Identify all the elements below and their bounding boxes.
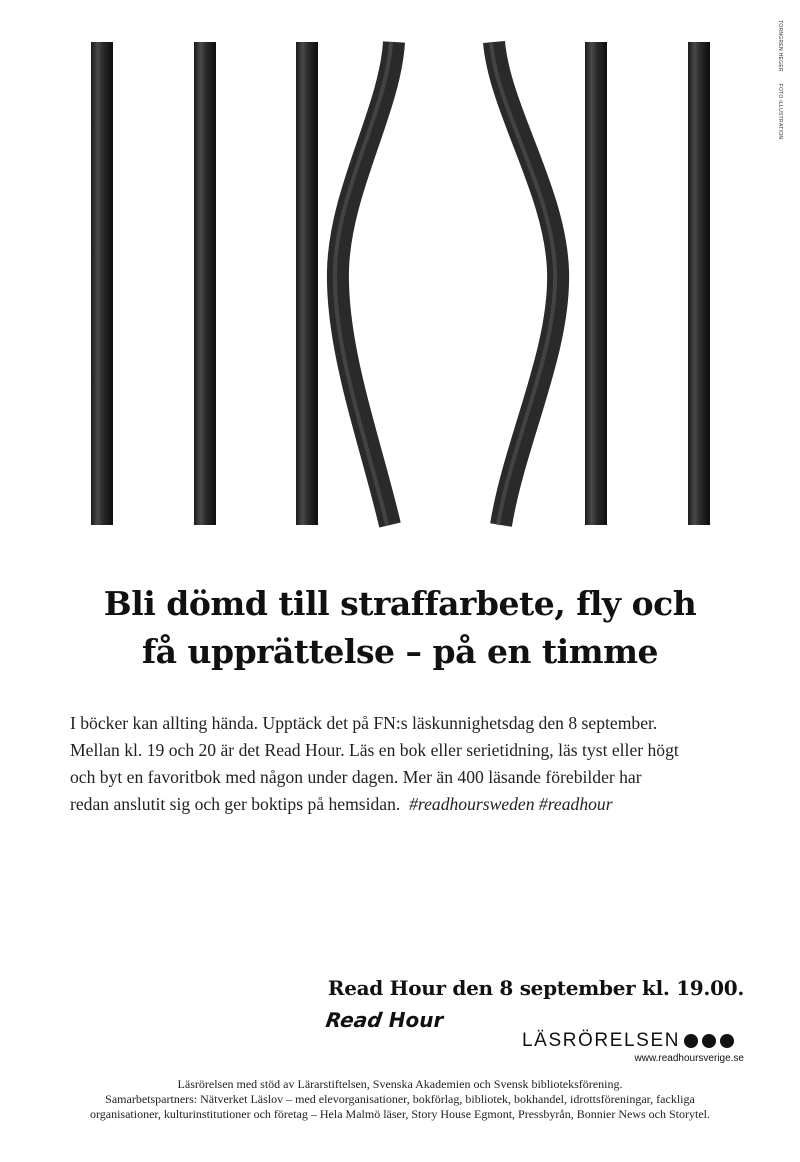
- body-line-3: och byt en favoritbok med någon under dagen. Mer än 400 läsande förebilder har: [70, 767, 642, 787]
- credit-photo: FOTO ILLUSTRATION: [777, 83, 783, 140]
- bar-2: [194, 42, 216, 525]
- bar-1: [91, 42, 113, 525]
- website-url[interactable]: www.readhoursverige.se: [634, 1053, 744, 1064]
- logo-dot-2: [702, 1034, 716, 1048]
- logo-dot-1: [684, 1034, 698, 1048]
- footer-line-2: Samarbetspartners: Nätverket Läslov – med elevorganisationer, bokförlag, bibliotek, bokhandel, idrottsföreningar, fackliga: [105, 1092, 695, 1106]
- event-line: Read Hour den 8 september kl. 19.00.: [327, 976, 744, 1000]
- footer-line-3: organisationer, kulturinstitutioner och företag – Hela Malmö läser, Story House Egmont, Pressbyrån, Bonnier News och Storytel.: [89, 1107, 711, 1121]
- footer-credits: [0, 1077, 800, 1122]
- body-line-2: Mellan kl. 19 och 20 är det Read Hour. Läs en bok eller serietidning, läs tyst eller högt: [70, 740, 679, 760]
- read-hour-logo-word-1: Read: [324, 1008, 384, 1032]
- lasrorelsen-logo: [522, 1030, 734, 1052]
- read-hour-logo: [326, 1008, 443, 1032]
- bar-6: [585, 42, 607, 525]
- body-line-4-text: redan anslutit sig och ger boktips på hemsidan.: [70, 794, 401, 814]
- bent-bar-right: [494, 42, 558, 525]
- headline: [0, 580, 800, 676]
- footer-line-1: Läsrörelsen med stöd av Lärarstiftelsen, Svenska Akademien och Svensk biblioteksförening.: [177, 1077, 623, 1091]
- read-hour-logo-word-2: Hour: [388, 1008, 444, 1032]
- body-paragraph: [70, 710, 750, 818]
- logo-dot-3: [720, 1034, 734, 1048]
- credit-agency: TORNGREN HEGER: [777, 20, 783, 72]
- body-line-4: [70, 791, 750, 818]
- bar-3: [296, 42, 318, 525]
- hashtags: #readhoursweden #readhour: [409, 794, 613, 814]
- headline-line-1: Bli dömd till straffarbete, fly och: [103, 584, 697, 623]
- prison-bars-illustration: [0, 0, 800, 540]
- headline-line-2: få upprättelse – på en timme: [141, 632, 659, 671]
- lasrorelsen-wordmark: LÄSRÖRELSEN: [522, 1030, 681, 1051]
- bar-7: [688, 42, 710, 525]
- body-line-1: I böcker kan allting hända. Upptäck det på FN:s läskunnighetsdag den 8 september.: [70, 713, 658, 733]
